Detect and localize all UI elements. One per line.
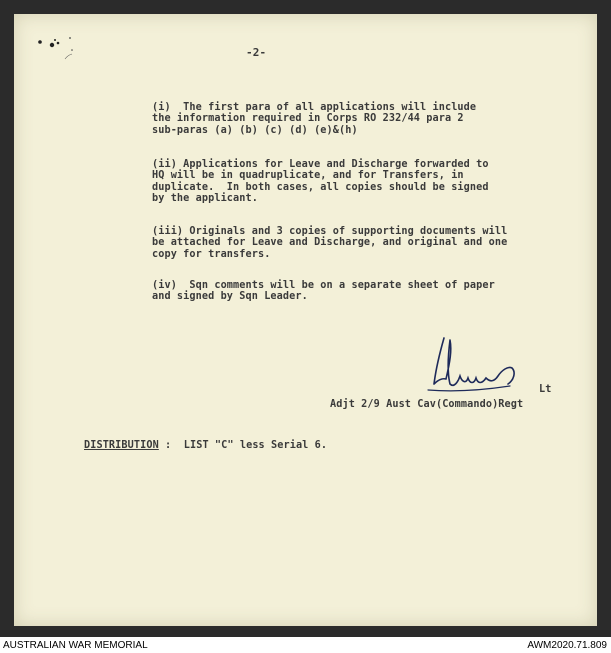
paragraph-iv: (iv) Sqn comments will be on a separate sheet of paper and signed by Sqn Leader.	[152, 280, 495, 303]
distribution-text: : LIST "C" less Serial 6.	[165, 440, 328, 451]
paragraph-ii: (ii) Applications for Leave and Discharge forwarded to HQ will be in quadruplicate, and for Transfers, in duplicate. In both cases, all copies should be signed by the applicant.	[152, 159, 489, 205]
distribution-label: DISTRIBUTION	[84, 440, 159, 451]
ink-spots	[32, 34, 82, 64]
signature-title: Adjt 2/9 Aust Cav(Commando)Regt	[330, 399, 524, 410]
archive-footer	[0, 637, 611, 653]
document-page	[14, 14, 597, 626]
paragraph-iii: (iii) Originals and 3 copies of supporting documents will be attached for Leave and Discharge, and original and one copy for transfers.	[152, 226, 508, 260]
paragraph-i: (i) The first para of all applications will include the information required in Corps RO 232/44 para 2 sub-paras (a) (b) (c) (d) (e)&(h)	[152, 102, 477, 136]
handwritten-signature	[414, 332, 520, 402]
institution-name: AUSTRALIAN WAR MEMORIAL	[3, 640, 148, 651]
signature-rank: Lt	[539, 384, 552, 395]
archive-reference: AWM2020.71.809	[527, 640, 607, 651]
page-number: -2-	[246, 46, 267, 59]
distribution-line	[84, 440, 327, 451]
